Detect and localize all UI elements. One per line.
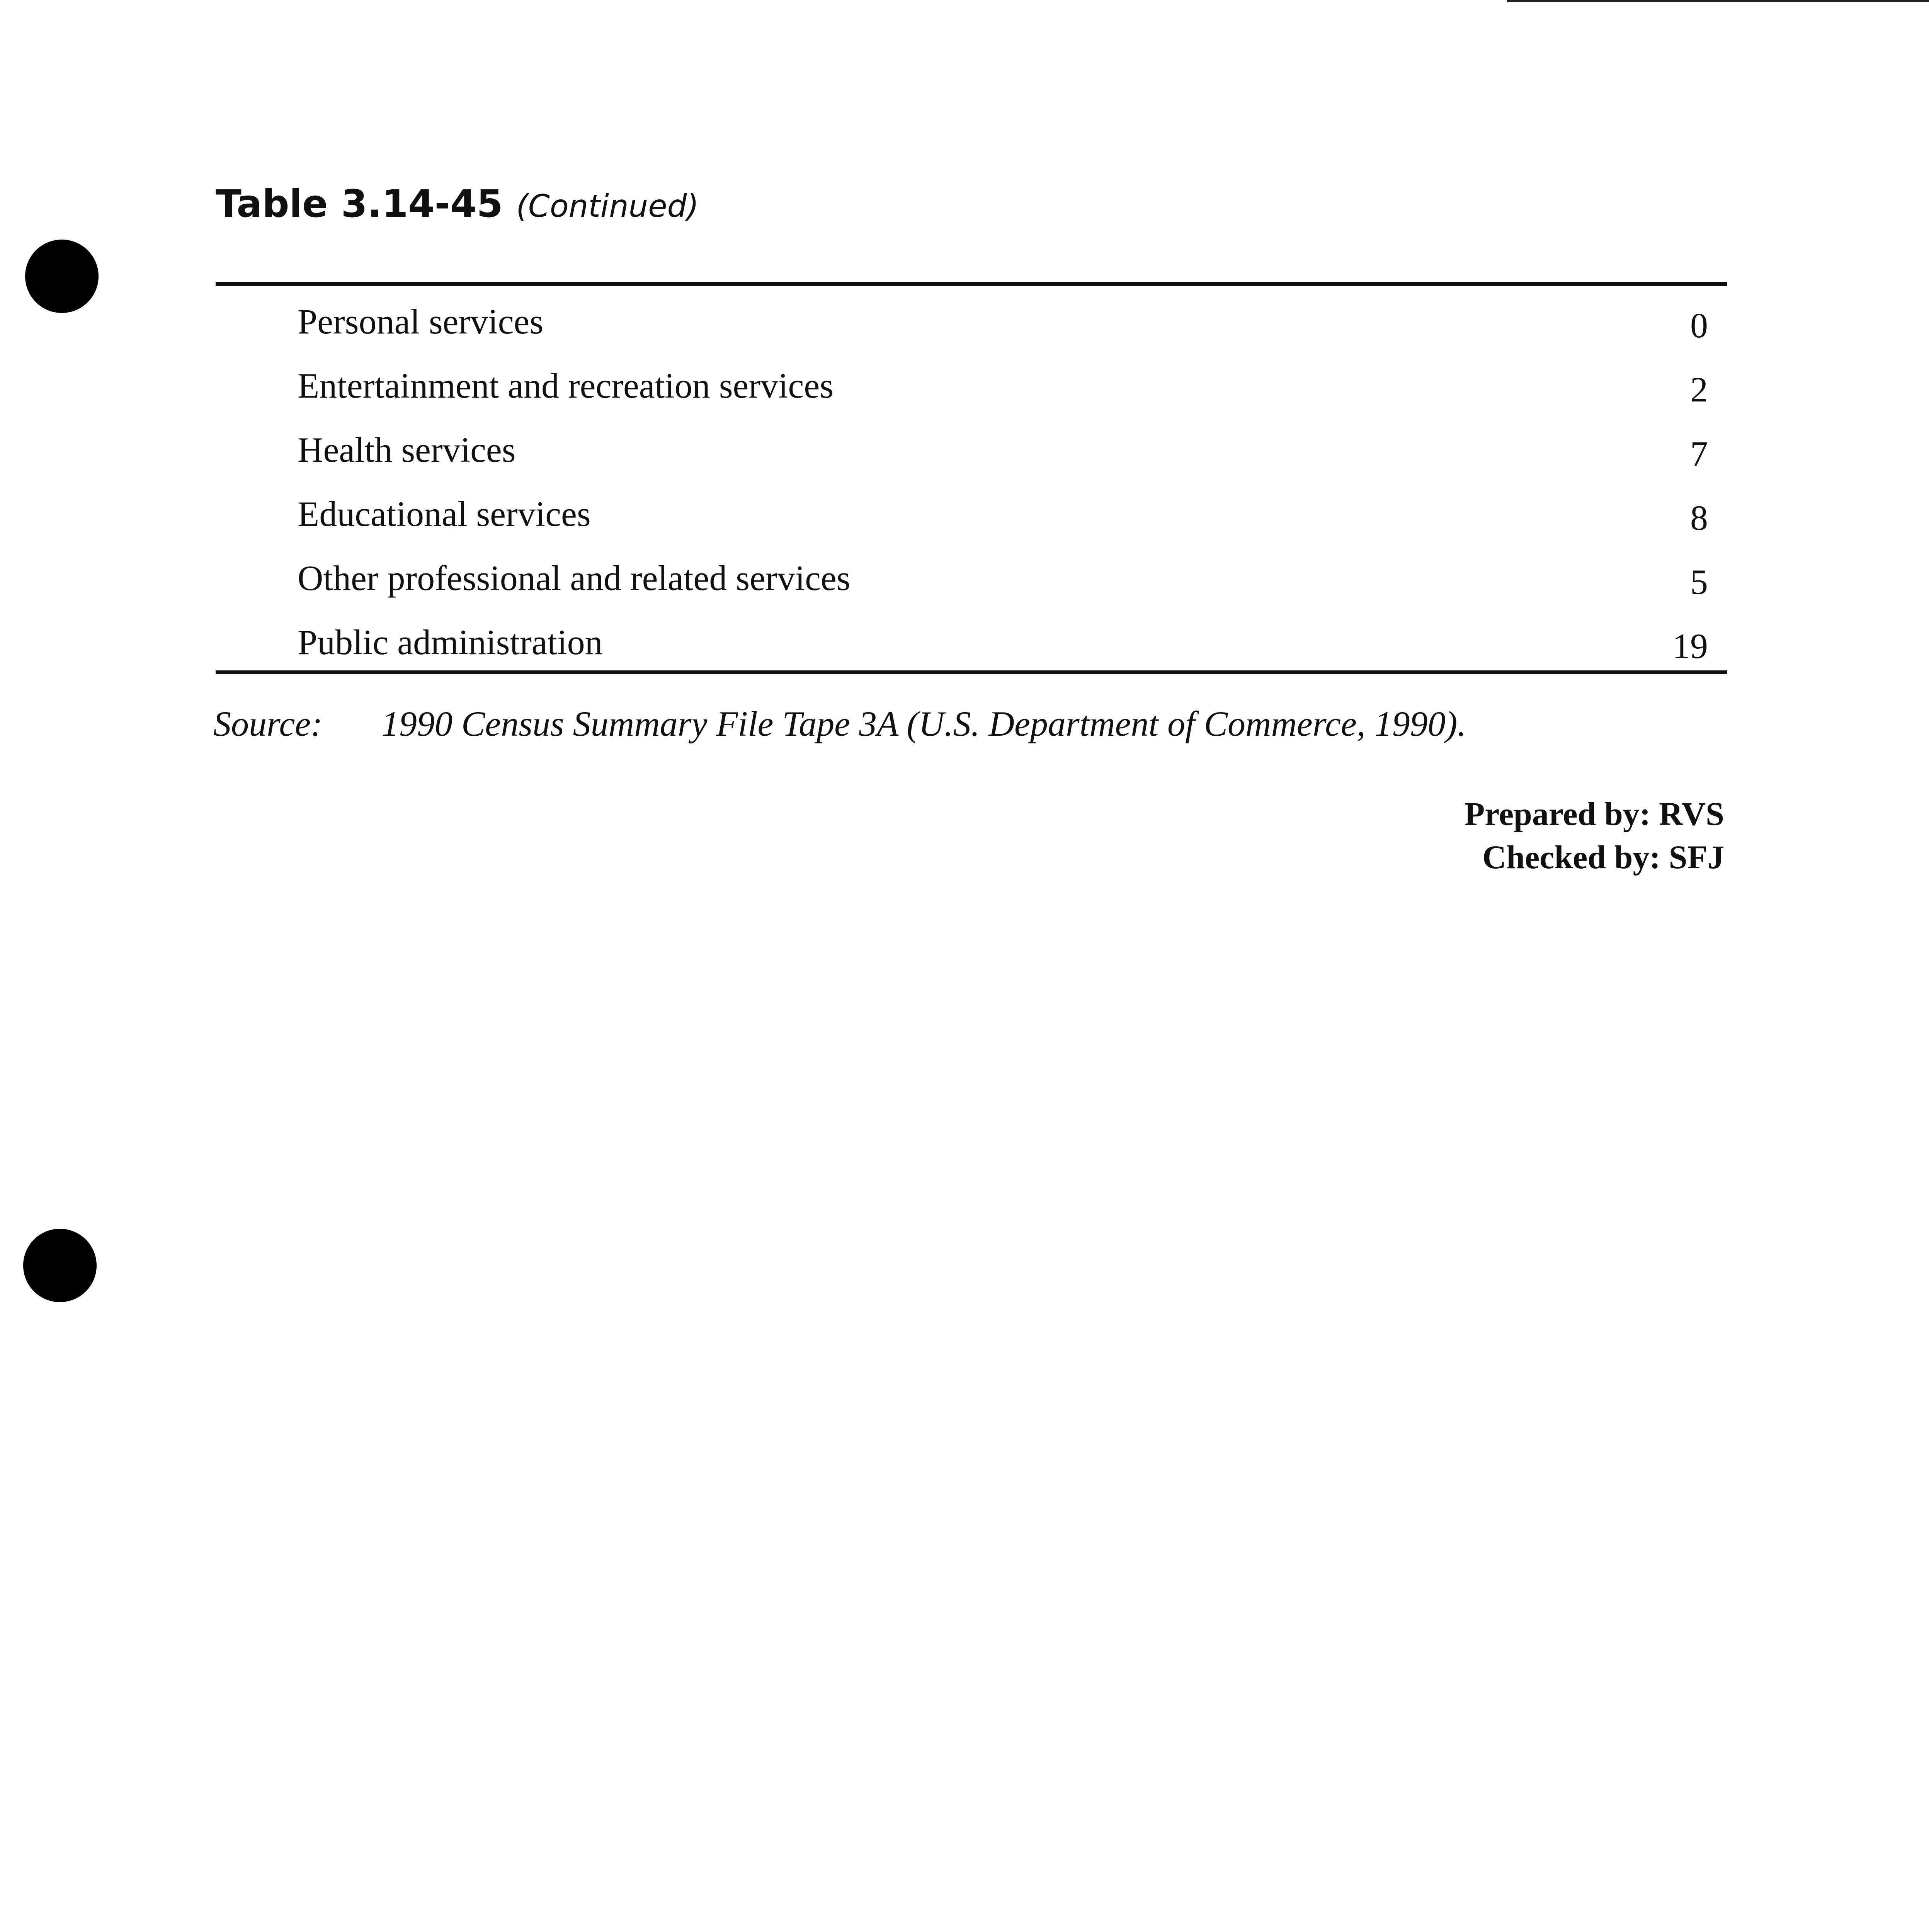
table-bottom-rule (216, 670, 1727, 674)
row-value: 7 (1690, 434, 1708, 473)
table-row (298, 293, 1708, 350)
checked-by: Checked by: SFJ (1482, 838, 1724, 876)
row-label: Public administration (298, 622, 603, 662)
table-title (216, 182, 699, 227)
row-label: Educational services (298, 494, 591, 534)
binder-hole (25, 240, 99, 313)
table-row (298, 613, 1708, 671)
prepared-by: Prepared by: RVS (1464, 795, 1724, 832)
row-value: 0 (1690, 306, 1708, 345)
table-number: Table 3.14-45 (216, 182, 503, 226)
table-source (213, 703, 1466, 744)
table-continued-note: (Continued) (516, 188, 699, 224)
top-edge-line (1507, 0, 1929, 2)
signoff-block (1465, 792, 1724, 879)
row-value: 5 (1690, 562, 1708, 602)
source-label: Source: (213, 704, 323, 743)
row-value: 2 (1690, 370, 1708, 409)
row-label: Health services (298, 430, 516, 469)
source-text: 1990 Census Summary File Tape 3A (U.S. Department of Commerce, 1990). (381, 704, 1466, 743)
table-row (298, 549, 1708, 607)
table-row (298, 485, 1708, 543)
row-label: Personal services (298, 302, 544, 341)
row-value: 8 (1690, 498, 1708, 537)
table-row (298, 357, 1708, 415)
binder-hole (23, 1229, 97, 1302)
row-label: Entertainment and recreation services (298, 366, 834, 405)
table-top-rule (216, 282, 1727, 286)
row-value: 19 (1672, 626, 1708, 666)
table-row (298, 421, 1708, 479)
row-label: Other professional and related services (298, 558, 851, 598)
